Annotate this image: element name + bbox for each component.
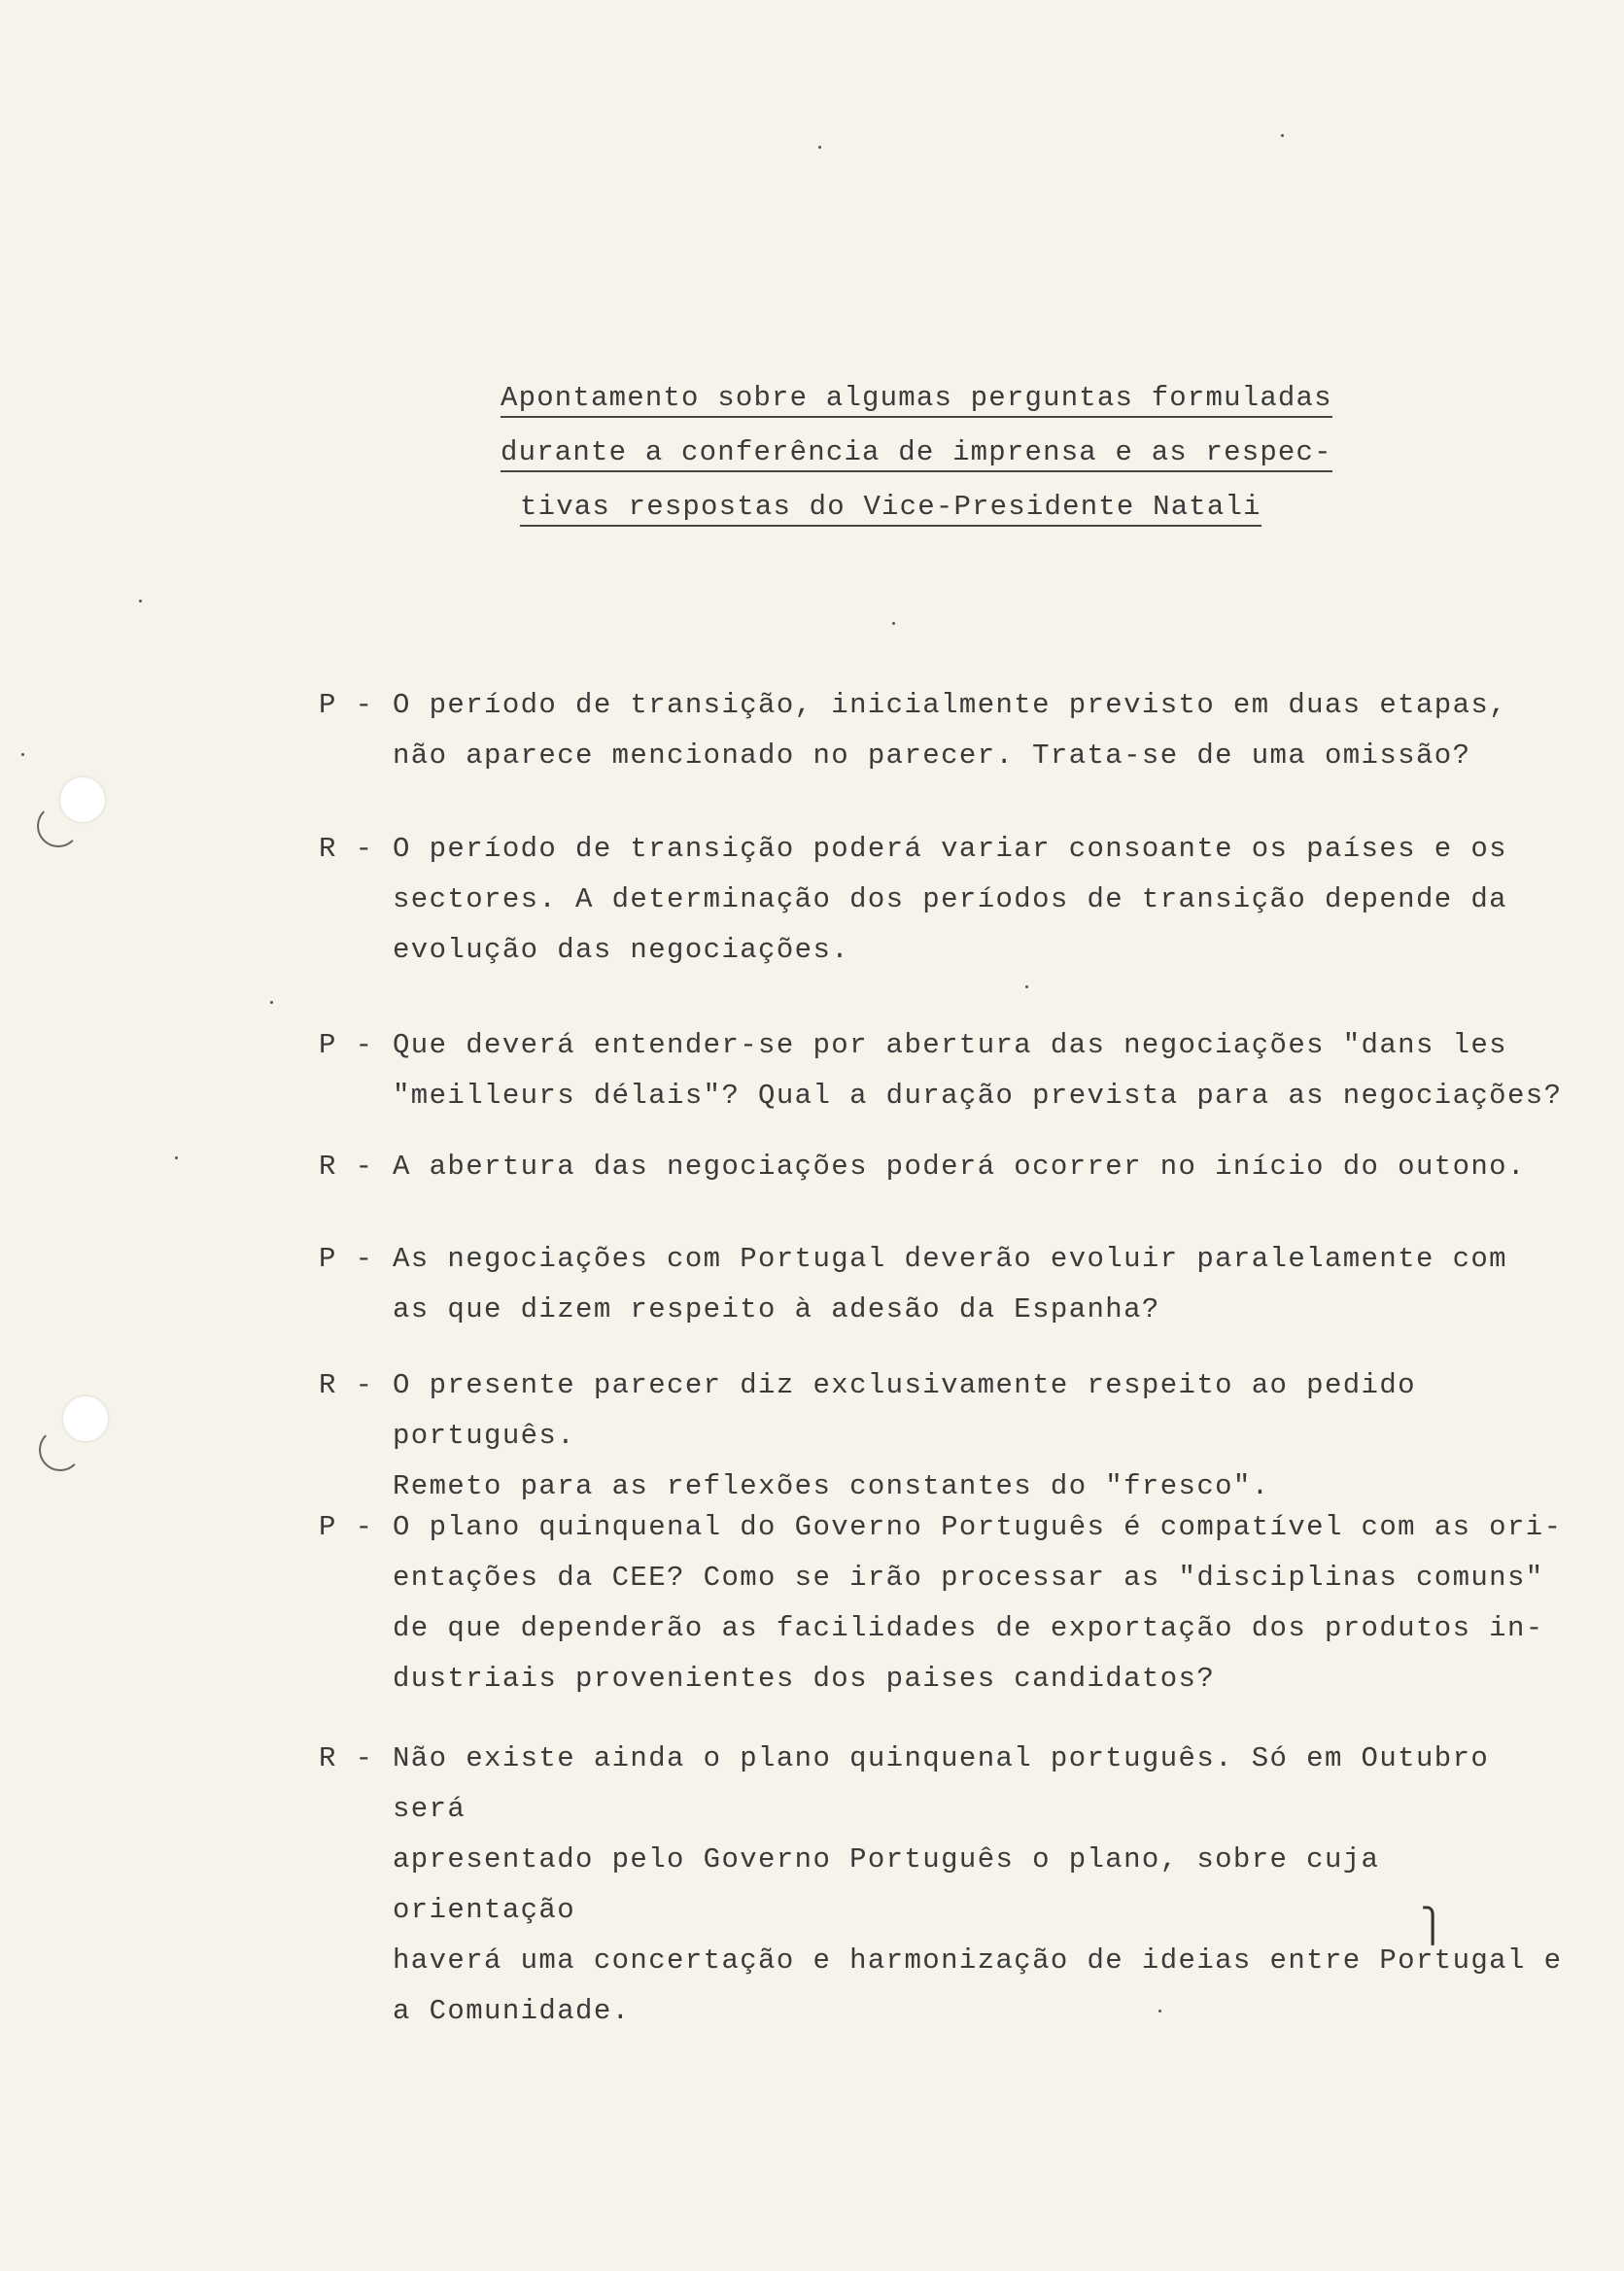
paper-speck <box>21 753 24 756</box>
question-block <box>319 1020 1572 1121</box>
answer-text: A abertura das negociações poderá ocorrer no início do outono. <box>393 1151 1526 1183</box>
title-line: tivas respostas do Vice-Presidente Natali <box>501 480 1336 534</box>
answer-block <box>319 1734 1572 2037</box>
document-title <box>501 371 1336 534</box>
question-marker: P - <box>319 1029 374 1061</box>
answer-block <box>319 1360 1572 1512</box>
answer-block <box>319 824 1572 976</box>
paper-speck <box>818 146 821 149</box>
answer-text: O período de transição poderá variar consoante os países e os sectores. A determinação dos períodos de transição depende da evolução das negociações. <box>393 833 1507 966</box>
paper-speck <box>175 1156 178 1159</box>
punch-hole-mark <box>39 1428 82 1471</box>
question-block <box>319 1502 1572 1704</box>
closing-bracket-mark: ⎫ <box>1423 1910 1443 1947</box>
answer-block <box>319 1142 1572 1192</box>
question-block <box>319 1234 1572 1335</box>
punch-hole-mark <box>37 805 80 847</box>
paper-speck <box>892 622 895 625</box>
question-text: As negociações com Portugal deverão evoluir paralelamente com as que dizem respeito à adesão da Espanha? <box>393 1243 1507 1325</box>
question-text: O período de transição, inicialmente previsto em duas etapas, não aparece mencionado no parecer. Trata-se de uma omissão? <box>393 689 1507 772</box>
question-marker: P - <box>319 689 374 721</box>
paper-speck <box>1281 134 1284 137</box>
title-line: durante a conferência de imprensa e as respec- <box>501 426 1336 480</box>
paper-speck <box>270 1001 273 1004</box>
paper-speck <box>139 600 142 602</box>
answer-marker: R - <box>319 1742 374 1774</box>
question-marker: P - <box>319 1511 374 1543</box>
question-text: Que deverá entender-se por abertura das negociações "dans les "meilleurs délais"? Qual a duração prevista para as negociações? <box>393 1029 1563 1112</box>
paper-speck <box>1158 2010 1161 2013</box>
question-text: O plano quinquenal do Governo Português é compatível com as ori- entações da CEE? Como se irão processar as "disciplinas comuns" de que dependerão as facilidades de exportação dos produtos in- dustriais provenientes dos paises candidatos? <box>393 1511 1563 1695</box>
answer-marker: R - <box>319 1369 374 1401</box>
answer-marker: R - <box>319 833 374 865</box>
answer-text: O presente parecer diz exclusivamente respeito ao pedido português. Remeto para as reflexões constantes do "fresco". <box>393 1369 1416 1502</box>
answer-marker: R - <box>319 1151 374 1183</box>
question-block <box>319 680 1572 781</box>
question-marker: P - <box>319 1243 374 1275</box>
answer-text: Não existe ainda o plano quinquenal português. Só em Outubro será apresentado pelo Governo Português o plano, sobre cuja orientação haverá uma concertação e harmonização de ideias entre Portugal e a Comunidade. <box>393 1742 1563 2027</box>
paper-speck <box>1025 985 1028 988</box>
title-line: Apontamento sobre algumas perguntas formuladas <box>501 371 1336 426</box>
